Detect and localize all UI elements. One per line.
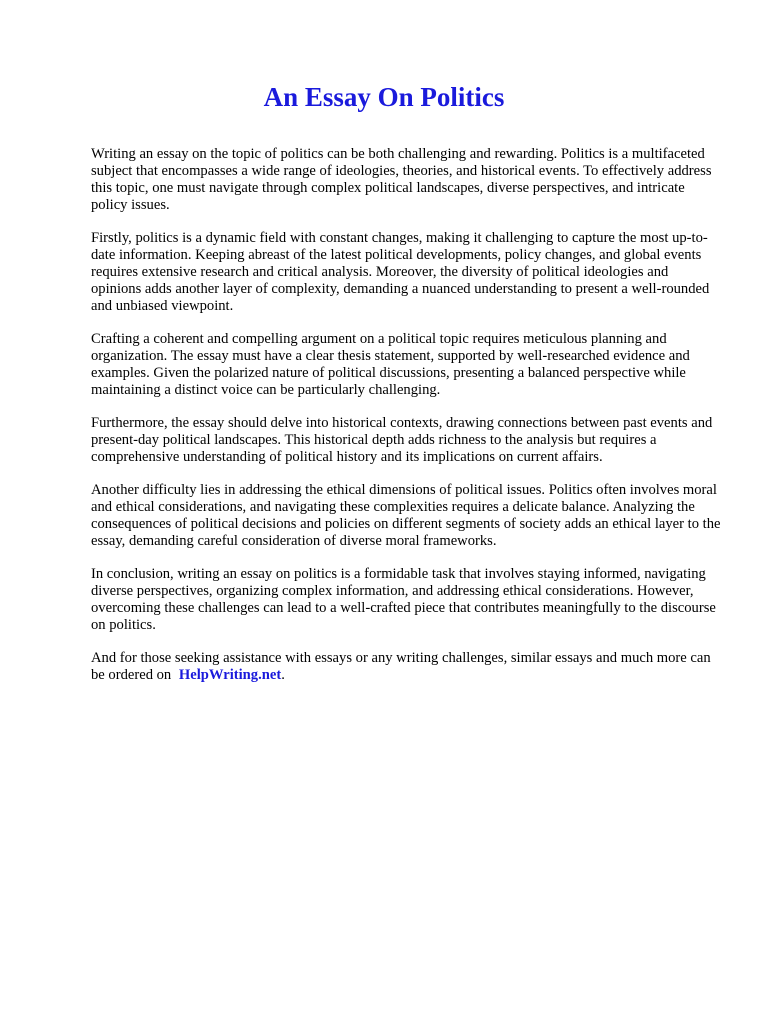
closing-period: . bbox=[281, 667, 285, 683]
paragraph-crafting: Crafting a coherent and compelling argument on a political topic requires meticulous planning and organization. The essay must have a clear thesis statement, supported by well-researched evidence and examples. Given the polarized nature of political discussions, presenting a balanced perspective while maintaining a distinct voice can be particularly challenging. bbox=[91, 331, 690, 398]
essay-body bbox=[91, 146, 721, 700]
paragraph-closing bbox=[91, 650, 721, 684]
helpwriting-link[interactable]: HelpWriting.net bbox=[178, 667, 282, 683]
paragraph-conclusion: In conclusion, writing an essay on politics is a formidable task that involves staying informed, navigating diverse perspectives, organizing complex information, and addressing ethical considerations. However, overcoming these challenges can lead to a well-crafted piece that contributes meaningfully to the discourse on politics. bbox=[91, 566, 716, 633]
paragraph-firstly: Firstly, politics is a dynamic field with constant changes, making it challenging to capture the most up-to-date information. Keeping abreast of the latest political developments, policy changes, and global events requires extensive research and critical analysis. Moreover, the diversity of political ideologies and opinions adds another layer of complexity, demanding a nuanced understanding to present a well-rounded and unbiased viewpoint. bbox=[91, 230, 710, 314]
paragraph-ethical: Another difficulty lies in addressing the ethical dimensions of political issues. Politics often involves moral and ethical considerations, and navigating these complexities requires a delicate balance. Analyzing the consequences of political decisions and policies on different segments of society adds an ethical layer to the essay, demanding careful consideration of diverse moral frameworks. bbox=[91, 482, 721, 549]
paragraph-furthermore: Furthermore, the essay should delve into historical contexts, drawing connections between past events and present-day political landscapes. This historical depth adds richness to the analysis but requires a comprehensive understanding of political history and its implications on current affairs. bbox=[91, 415, 713, 465]
closing-text: And for those seeking assistance with essays or any writing challenges, similar essays and much more can be ordered on bbox=[91, 650, 711, 683]
paragraph-intro: Writing an essay on the topic of politics can be both challenging and rewarding. Politics is a multifaceted subject that encompasses a wide range of ideologies, theories, and historical events. To effectively address this topic, one must navigate through complex political landscapes, diverse perspectives, and intricate policy issues. bbox=[91, 146, 712, 213]
page-title: An Essay On Politics bbox=[263, 82, 505, 112]
